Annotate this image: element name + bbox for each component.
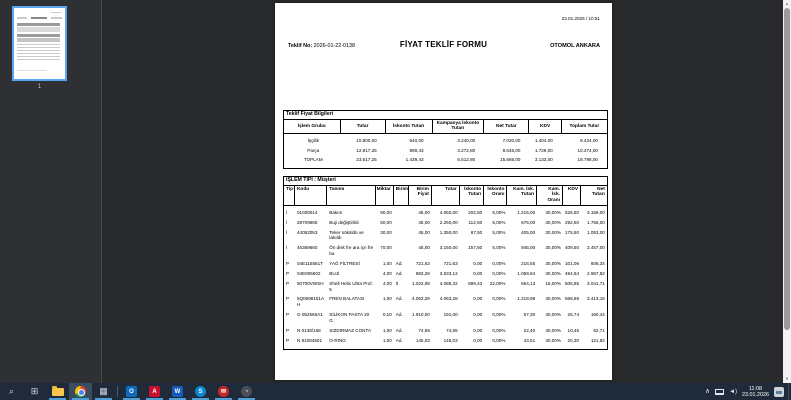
table-cell: 46369660 — [296, 245, 318, 251]
table-cell: lt — [395, 280, 399, 286]
table-cell: 3.159,00 — [586, 209, 605, 215]
table-cell: 20,30 — [567, 337, 580, 343]
taskbar — [0, 383, 791, 400]
file-explorer-icon — [52, 388, 64, 396]
vertical-scrollbar[interactable] — [783, 0, 791, 383]
table-cell: P — [286, 280, 290, 286]
table-cell: 0,10 — [382, 312, 392, 318]
table-cell: FREN BALATASI — [329, 296, 365, 302]
task-view-icon: ⊞ — [30, 386, 39, 396]
acrobat-icon[interactable] — [143, 383, 166, 400]
line-items-table — [283, 176, 608, 350]
skype-icon: S — [195, 386, 206, 397]
table-cell: 157,50 — [468, 245, 483, 251]
table-cell: 0,00% — [492, 260, 506, 266]
table-cell: 145,03 — [443, 337, 458, 343]
table-cell: N 0138/158 — [296, 327, 321, 333]
table-cell: Ön disk fre ara içn fre ba — [329, 245, 374, 256]
table-cell: P — [286, 296, 290, 302]
column-header: Kam. İsk. Tutarı — [507, 186, 537, 205]
table-cell: 7.020,00 — [502, 138, 521, 144]
task-view-icon[interactable] — [23, 383, 46, 400]
table-cell: 30,00% — [545, 327, 561, 333]
app-red-icon: ✉ — [218, 386, 229, 397]
file-explorer-icon[interactable] — [46, 383, 69, 400]
table-cell: 45,00 — [418, 219, 430, 225]
table-cell: Ad. — [395, 327, 403, 333]
table-cell: 30,00% — [545, 296, 561, 302]
taskbar-separator — [117, 386, 118, 397]
column-header: Toplam Tutar — [569, 123, 600, 129]
table-cell: İ — [286, 219, 288, 225]
table-cell: 899,43 — [409, 147, 424, 153]
acrobat-icon: A — [149, 386, 160, 397]
table-cell: 101,06 — [564, 260, 580, 266]
table-cell: Shell Helix Ultra Prof. 5 — [329, 280, 373, 292]
table-cell: 16,00% — [545, 280, 561, 286]
table-cell: 409,50 — [564, 245, 580, 251]
table-cell: 44052053 — [296, 229, 318, 235]
table-cell: 202,50 — [468, 209, 483, 215]
table-cell: Ad. — [395, 337, 403, 343]
table-cell: 494,64 — [564, 270, 580, 276]
skype-icon[interactable] — [189, 383, 212, 400]
table-cell: 3.272,80 — [457, 147, 476, 153]
table-cell: 0,00 — [473, 296, 483, 302]
column-header: KDV — [529, 120, 561, 134]
table-cell: İ — [286, 245, 288, 251]
calculator-icon: ▦ — [99, 386, 108, 396]
table-cell: 5,00% — [492, 209, 506, 215]
table-cell: 1.729,00 — [534, 147, 553, 153]
scroll-down-icon[interactable]: ▼ — [785, 376, 789, 381]
document-title: FİYAT TEKLİF FORMU — [399, 40, 488, 49]
table-cell: 1.755,00 — [586, 219, 605, 225]
table-cell: 30,00% — [545, 209, 561, 215]
word-icon: W — [172, 386, 183, 397]
table-cell: 30,00 — [380, 229, 392, 235]
line-items-header — [284, 186, 607, 206]
table-row — [284, 218, 607, 228]
table-cell: 3.413,16 — [586, 296, 605, 302]
network-icon[interactable] — [715, 389, 724, 395]
table-cell: 292,50 — [564, 219, 580, 225]
table-cell: 62,71 — [593, 327, 605, 333]
column-header: Tutar — [341, 120, 386, 134]
table-cell: SIZDIRMAZ CONTA — [329, 327, 372, 333]
table-cell: 1.439,43 — [405, 157, 424, 163]
column-header: Kodu — [295, 186, 327, 205]
table-row — [284, 228, 607, 244]
chrome-icon[interactable] — [69, 383, 92, 400]
column-header: Kampanya İskonto Tutarı — [433, 120, 485, 134]
tray-expand-icon[interactable]: ∧ — [704, 388, 711, 395]
document-page — [275, 3, 612, 380]
quote-summary-table — [283, 110, 608, 169]
table-cell: 0,00% — [492, 296, 506, 302]
table-cell: 23.617,25 — [356, 157, 377, 163]
app-compass-icon[interactable] — [235, 383, 258, 400]
table-cell: 45,00 — [418, 229, 430, 235]
table-cell: 30,00% — [545, 260, 561, 266]
table-cell: P — [286, 260, 290, 266]
taskbar-clock[interactable] — [742, 386, 769, 398]
table-cell: O-RING — [329, 337, 346, 343]
table-cell: 0,00 — [473, 327, 483, 333]
company-name: OTOMOL ANKARA — [550, 43, 600, 49]
printed-datetime: 23.01.2026 / 10:51 — [561, 16, 600, 21]
table-cell: 3.240,00 — [457, 138, 476, 144]
table-cell: 10,45 — [567, 327, 580, 333]
table-cell: 50,00 — [380, 219, 392, 225]
table-cell: 526,50 — [564, 209, 580, 215]
clock-date: 23.01.2026 — [742, 391, 769, 398]
table-cell: 1.218,98 — [517, 296, 536, 302]
table-cell: 606,34 — [590, 260, 605, 266]
system-tray — [705, 383, 788, 400]
table-cell — [394, 218, 409, 228]
word-icon[interactable] — [166, 383, 189, 400]
table-cell: 45,00 — [418, 209, 430, 215]
table-cell: 506,95 — [564, 280, 580, 286]
quote-summary-header — [284, 120, 607, 135]
table-cell: Ad. — [395, 312, 403, 318]
table-cell: 2.967,82 — [586, 270, 605, 276]
taskbar-apps — [0, 383, 258, 400]
app-red-icon[interactable] — [212, 383, 235, 400]
table-cell: 10.374,00 — [577, 147, 598, 153]
table-cell: BUJİ — [329, 270, 340, 276]
table-cell: 1,00 — [382, 260, 392, 266]
table-cell: 1,00 — [382, 327, 392, 333]
table-cell: 0,00 — [473, 312, 483, 318]
clock-time: 11:08 — [748, 385, 763, 392]
column-header: İskonto Tutarı — [386, 120, 433, 134]
table-cell: 3.150,00 — [439, 245, 458, 251]
table-cell: 04E115561T — [296, 260, 323, 266]
table-cell: 0,00 — [473, 270, 483, 276]
table-cell: Ad. — [395, 270, 403, 276]
table-cell: 1.059,94 — [517, 270, 536, 276]
table-cell: 1.404,00 — [534, 138, 553, 144]
document-viewport — [103, 0, 783, 383]
table-row — [284, 208, 607, 218]
table-cell: İşçilik — [307, 138, 319, 144]
table-cell: 74,65 — [418, 327, 430, 333]
page-thumbnail[interactable] — [12, 6, 67, 81]
table-cell: 1,00 — [382, 296, 392, 302]
table-cell: 30,00% — [545, 312, 561, 318]
quote-number-label: Teklif No: — [288, 43, 313, 49]
table-cell: 3.533,12 — [439, 270, 458, 276]
table-cell: P — [286, 312, 290, 318]
scroll-up-icon[interactable]: ▲ — [785, 1, 789, 6]
table-cell: 30,00% — [545, 337, 561, 343]
table-cell: 883,28 — [415, 270, 430, 276]
table-cell: 145,03 — [415, 337, 430, 343]
table-cell: 121,82 — [590, 337, 605, 343]
table-cell — [394, 208, 409, 218]
table-cell: 0,00% — [492, 327, 506, 333]
column-header: Net Tutar — [484, 120, 529, 134]
thumbnail-page-number: 1 — [37, 84, 42, 90]
table-cell: 4.050,00 — [439, 209, 458, 215]
table-cell: 30,00% — [545, 229, 561, 235]
outlook-icon: O — [126, 386, 137, 397]
table-cell: 4,00 — [382, 270, 392, 276]
table-cell: 26,74 — [567, 312, 580, 318]
table-row — [284, 310, 607, 326]
table-cell: 3.133,00 — [534, 157, 553, 163]
column-header: Miktar — [376, 186, 394, 205]
quote-number-value: 2026-01-22-0138 — [313, 43, 356, 49]
column-header: Birim Fiyat — [409, 186, 432, 205]
app-compass-icon: ◔ — [241, 386, 252, 397]
table-cell: 1,00 — [382, 337, 392, 343]
table-cell: P — [286, 270, 290, 276]
column-header: Tutar — [432, 186, 460, 205]
column-header: Tanımı — [327, 186, 375, 205]
table-cell: 57,30 — [523, 312, 536, 318]
table-cell: 5Q0698151AH — [296, 296, 325, 308]
table-cell: 112,50 — [468, 219, 483, 225]
table-cell: 50700VWSH — [296, 280, 324, 286]
table-cell: 4.063,28 — [411, 296, 430, 302]
table-cell: P — [286, 337, 290, 343]
table-cell: 175,50 — [564, 229, 580, 235]
table-cell: 43,51 — [523, 337, 536, 343]
table-cell: Bakım — [329, 209, 343, 215]
tray-app-icon[interactable] — [774, 387, 784, 397]
column-header: Tip — [284, 186, 295, 205]
table-cell: 540,00 — [409, 138, 424, 144]
thumbnail-panel — [0, 0, 102, 383]
table-cell: 0,00% — [492, 337, 506, 343]
table-cell — [394, 243, 409, 259]
column-header: Kam. İsk. Oranı — [537, 186, 563, 205]
table-row — [284, 294, 607, 310]
table-row — [284, 335, 607, 345]
column-header: İskonto Tutarı — [460, 186, 485, 205]
table-cell: İ — [286, 209, 288, 215]
table-cell: 6.512,80 — [457, 157, 476, 163]
table-row — [284, 243, 607, 259]
table-cell: 22,40 — [523, 327, 536, 333]
table-row — [284, 155, 607, 165]
table-cell: 8.424,00 — [580, 138, 598, 144]
table-cell: 8.645,00 — [502, 147, 521, 153]
table-cell: Ad. — [395, 260, 403, 266]
outlook-icon[interactable] — [120, 383, 143, 400]
table-cell: 5,00% — [492, 245, 506, 251]
table-cell: 30,00% — [545, 219, 561, 225]
table-cell: 899,43 — [468, 280, 483, 286]
table-row — [284, 259, 607, 269]
table-row — [284, 269, 607, 279]
table-cell: P — [286, 327, 290, 333]
table-cell: SİLİKON PASTA 20 G — [329, 312, 370, 323]
scrollbar-thumb[interactable] — [784, 8, 790, 330]
table-cell: 405,00 — [521, 229, 536, 235]
table-cell: 74,65 — [446, 327, 458, 333]
table-cell: 15.665,00 — [500, 157, 521, 163]
table-cell: TOPLAM — [303, 157, 323, 163]
table-cell: 0,00% — [492, 270, 506, 276]
table-cell: 721,63 — [415, 260, 430, 266]
table-cell: 4.063,28 — [439, 296, 458, 302]
table-cell: 216,55 — [521, 260, 536, 266]
quote-summary-body — [284, 134, 607, 168]
table-cell: 04E905602 — [296, 270, 321, 276]
column-header: KDV — [563, 186, 581, 205]
table-cell: 28709665 — [296, 219, 318, 225]
table-cell: 5,00% — [492, 229, 506, 235]
table-cell: 1.022,08 — [411, 280, 430, 286]
table-cell: 0,00 — [473, 337, 483, 343]
table-row — [284, 279, 607, 295]
table-cell: 01030014 — [296, 209, 318, 215]
table-cell: 12.817,25 — [356, 147, 377, 153]
table-row — [284, 325, 607, 335]
quote-summary-title: Teklif Fiyat Bilgileri — [284, 111, 607, 120]
table-cell: 45,00 — [418, 245, 430, 251]
table-cell: 22,00% — [489, 280, 506, 286]
table-cell: 2.250,00 — [439, 219, 458, 225]
table-cell: 1.910,00 — [411, 312, 430, 318]
table-cell: 4.088,32 — [439, 280, 458, 286]
table-cell: 721,63 — [443, 260, 458, 266]
column-header: İşlem Grubu — [284, 120, 341, 134]
table-cell: İ — [286, 229, 288, 235]
calculator-icon[interactable] — [92, 383, 115, 400]
table-cell: 70,00 — [380, 245, 392, 251]
table-cell: Parça — [307, 147, 320, 153]
column-header: Net Tutarı — [591, 187, 605, 198]
table-cell: YAĞ FİLTRESİ — [329, 260, 360, 266]
table-cell — [394, 228, 409, 244]
table-cell: 191,00 — [443, 312, 458, 318]
table-cell: 1.053,00 — [586, 229, 605, 235]
chrome-icon — [75, 386, 86, 397]
table-cell: N 91084501 — [296, 337, 323, 343]
table-cell: 10.800,00 — [356, 138, 377, 144]
table-row — [284, 146, 607, 156]
table-cell: 18.798,00 — [577, 157, 598, 163]
line-items-title: İŞLEM TİPİ : Müşteri — [284, 177, 607, 186]
table-row — [284, 136, 607, 146]
table-cell: 654,13 — [521, 280, 536, 286]
table-cell: 568,86 — [564, 296, 580, 302]
search-icon[interactable] — [0, 383, 23, 400]
table-cell: 3.041,71 — [586, 280, 605, 286]
search-icon: ⌕ — [8, 386, 15, 396]
table-cell: 1.215,00 — [517, 209, 536, 215]
table-cell: 30,00% — [545, 245, 561, 251]
table-cell: 30,00% — [545, 270, 561, 276]
table-cell: 160,44 — [590, 312, 605, 318]
table-cell: 67,50 — [470, 229, 483, 235]
column-header: Birim — [394, 186, 409, 205]
line-items-body — [284, 206, 607, 350]
table-cell: G 052565A1 — [296, 312, 323, 318]
table-cell: 945,00 — [521, 245, 536, 251]
table-cell: 90,00 — [380, 209, 392, 215]
volume-icon[interactable]: ◄) — [729, 388, 738, 395]
table-cell: Teker söküldü ve takıldı — [329, 229, 364, 241]
table-cell: 0,00% — [492, 312, 506, 318]
table-cell: 2.457,00 — [586, 245, 605, 251]
table-cell: 1.350,00 — [439, 229, 458, 235]
table-cell: 0,00 — [473, 260, 483, 266]
column-header: İskonto Oranı — [484, 186, 507, 205]
table-cell: 675,00 — [521, 219, 536, 225]
table-cell: 4,00 — [382, 280, 392, 286]
table-cell: Ad. — [395, 296, 403, 302]
table-cell: Buji değiştirildi — [329, 219, 359, 225]
table-cell: 5,00% — [492, 219, 506, 225]
